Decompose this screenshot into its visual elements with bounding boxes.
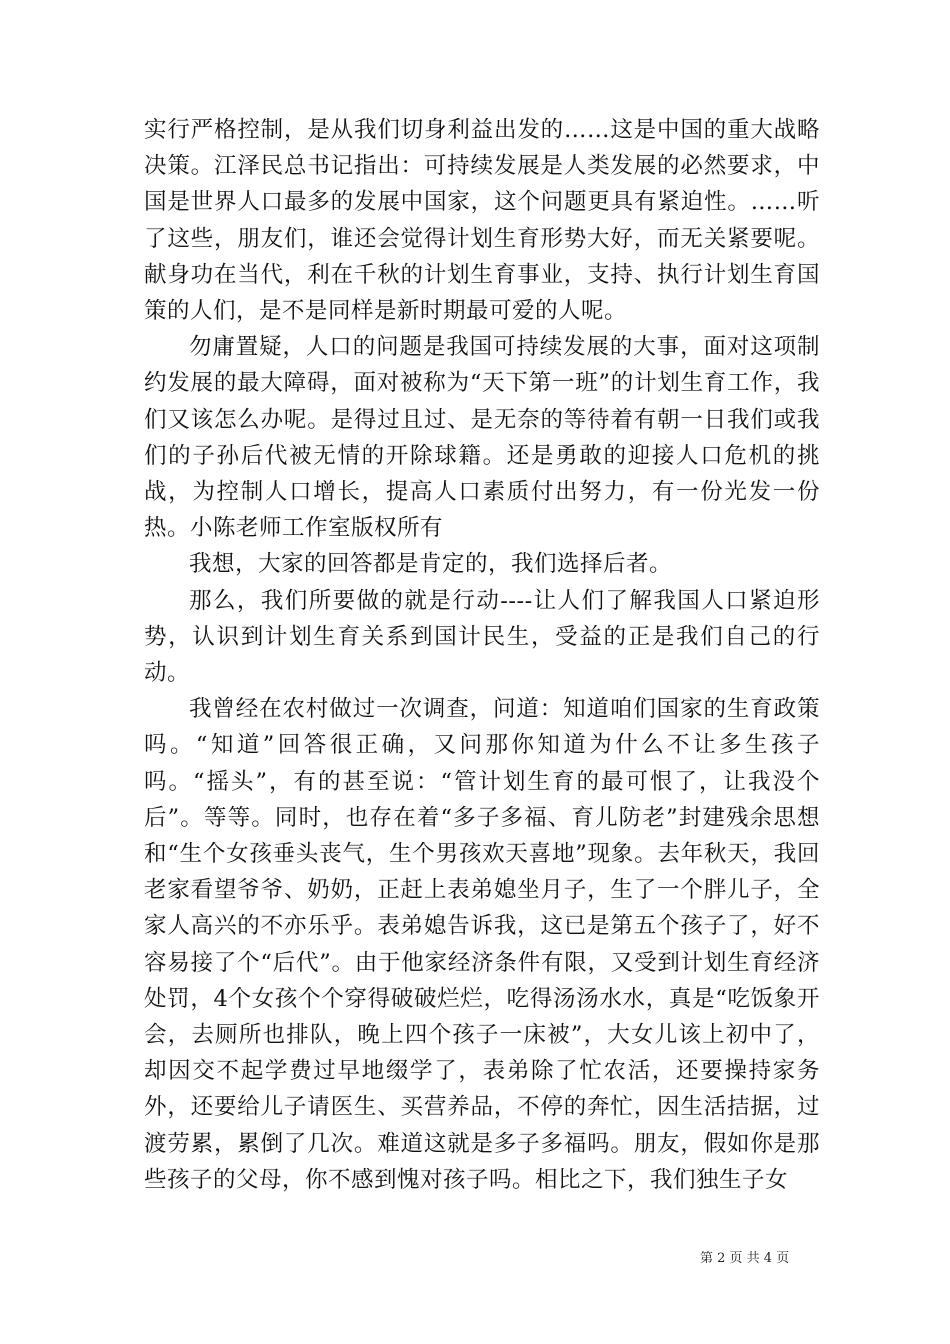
paragraph-population-issue: 勿庸置疑，人口的问题是我国可持续发展的大事，面对这项制约发展的最大障碍，面对被称为“天下第一班”的计划生育工作，我们又该怎么办呢。是得过且过、是无奈的等待着有朝一日我们或我们的子孙后代被无情的开除球籍。还是勇敢的迎接人口危机的挑战，为控制人口增长，提高人口素质付出努力，有一份光发一份热。小陈老师工作室版权所有 [144, 334, 820, 542]
paragraph-continuation: 实行严格控制，是从我们切身利益出发的……这是中国的重大战略决策。江泽民总书记指出：可持续发展是人类发展的必然要求，中国是世界人口最多的发展中国家，这个问题更具有紧迫性。……听了这些，朋友们，谁还会觉得计划生育形势大好，而无关紧要呢。献身功在当代，利在千秋的计划生育事业，支持、执行计划生育国策的人们，是不是同样是新时期最可爱的人呢。 [144, 117, 820, 325]
paragraph-survey: 我曾经在农村做过一次调查，问道：知道咱们国家的生育政策吗。“知道”回答很正确，又问那你知道为什么不让多生孩子吗。“摇头”，有的甚至说：“管计划生育的最可恨了，让我没个后”。等等。同时，也存在着“多子多福、育儿防老”封建残余思想和“生个女孩垂头丧气，生个男孩欢天喜地”现象。去年秋天，我回老家看望爷爷、奶奶，正赶上表弟媳坐月子，生了一个胖儿子，全家人高兴的不亦乐乎。表弟媳告诉我，这已是第五个孩子了，好不容易接了个“后代”。由于他家经济条件有限，又受到计划生育经济处罚，4个女孩个个穿得破破烂烂，吃得汤汤水水，真是“吃饭象开会，去厕所也排队，晚上四个孩子一床被”，大女儿该上初中了，却因交不起学费过早地缀学了，表弟除了忙农活，还要操持家务外，还要给儿子请医生、买营养品，不停的奔忙，因生活拮据，过渡劳累，累倒了几次。难道这就是多子多福吗。朋友，假如你是那些孩子的父母，你不感到愧对孩子吗。相比之下，我们独生子女 [144, 696, 820, 1193]
paragraph-choice: 我想，大家的回答都是肯定的，我们选择后者。 [189, 551, 673, 578]
paragraph-action: 那么，我们所要做的就是行动----让人们了解我国人口紧迫形势，认识到计划生育关系到国计民生，受益的正是我们自己的行动。 [144, 587, 820, 687]
page-number: 第 2 页 共 4 页 [700, 1251, 790, 1266]
document-body [144, 112, 820, 1198]
